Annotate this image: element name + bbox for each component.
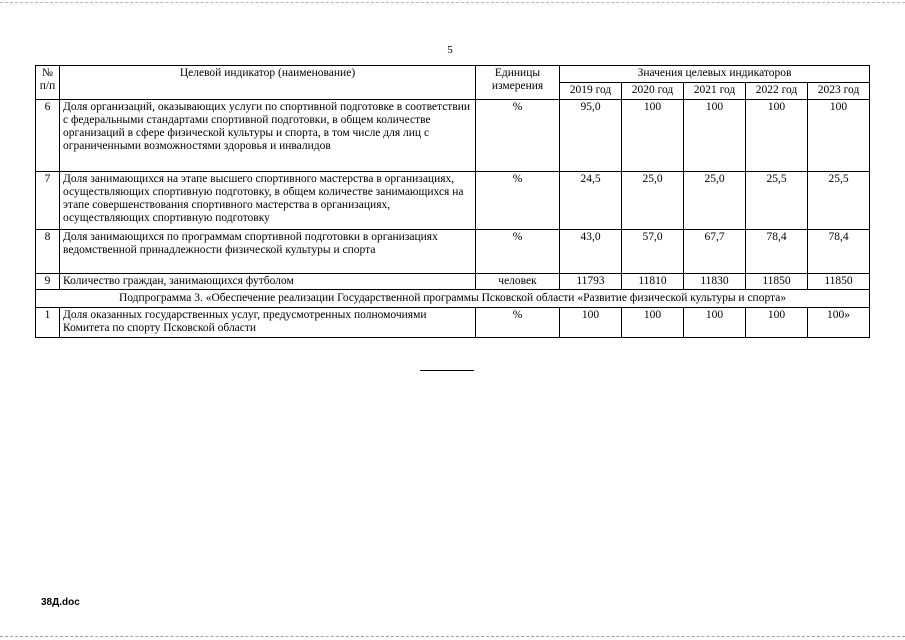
table-row [36, 100, 870, 172]
row-indicator-name: Количество граждан, занимающихся футболом [60, 274, 476, 290]
row-value: 25,0 [684, 172, 746, 230]
footer-file-name: 38Д.doc [41, 597, 80, 608]
row-value: 25,5 [808, 172, 870, 230]
row-value: 67,7 [684, 230, 746, 274]
table-row [36, 308, 870, 338]
row-unit: % [476, 230, 560, 274]
row-num: 8 [36, 230, 60, 274]
row-num: 7 [36, 172, 60, 230]
row-value: 100 [684, 308, 746, 338]
header-units: Единицы измерения [476, 66, 560, 100]
row-value: 11850 [808, 274, 870, 290]
row-indicator-name: Доля занимающихся на этапе высшего спортивного мастерства в организациях, осуществляющих спортивную подготовку, в общем количестве занимающихся на этапе совершенствования спортивного мастерства в организациях, осуществляющих спортивную подготовку [60, 172, 476, 230]
row-indicator-name: Доля занимающихся по программам спортивной подготовки в организациях ведомственной принадлежности физической культуры и спорта [60, 230, 476, 274]
row-num: 1 [36, 308, 60, 338]
table-row [36, 274, 870, 290]
page-number: 5 [447, 44, 453, 56]
subprogram-row [36, 290, 870, 308]
row-unit: человек [476, 274, 560, 290]
row-unit: % [476, 308, 560, 338]
row-value: 43,0 [560, 230, 622, 274]
row-num: 6 [36, 100, 60, 172]
row-indicator-name: Доля организаций, оказывающих услуги по спортивной подготовке в соответствии с федеральными стандартами спортивной подготовки, в общем количестве организаций в сфере физической культуры и спорта, в том числе для лиц с ограниченными возможностями здоровья и инвалидов [60, 100, 476, 172]
row-value: 100 [746, 308, 808, 338]
subprogram-title: Подпрограмма 3. «Обеспечение реализации Государственной программы Псковской области «Развитие физической культуры и спорта» [36, 290, 870, 308]
row-value: 25,5 [746, 172, 808, 230]
row-value: 100 [560, 308, 622, 338]
row-value: 95,0 [560, 100, 622, 172]
table-row [36, 172, 870, 230]
end-divider-line [420, 370, 474, 371]
row-value: 100 [622, 308, 684, 338]
row-value: 78,4 [746, 230, 808, 274]
header-num: № п/п [36, 66, 60, 100]
row-value: 100 [808, 100, 870, 172]
row-unit: % [476, 100, 560, 172]
header-year: 2022 год [746, 83, 808, 100]
row-value: 100 [622, 100, 684, 172]
row-value: 100» [808, 308, 870, 338]
row-value: 11793 [560, 274, 622, 290]
page-top-edge [0, 2, 905, 3]
header-year: 2019 год [560, 83, 622, 100]
header-year: 2020 год [622, 83, 684, 100]
row-value: 11850 [746, 274, 808, 290]
row-value: 100 [746, 100, 808, 172]
row-value: 25,0 [622, 172, 684, 230]
table-header-row [36, 66, 870, 83]
row-unit: % [476, 172, 560, 230]
indicators-table [35, 65, 870, 338]
header-indicator: Целевой индикатор (наименование) [60, 66, 476, 100]
table-row [36, 230, 870, 274]
page-bottom-edge [0, 636, 905, 637]
header-values-group: Значения целевых индикаторов [560, 66, 870, 83]
row-value: 24,5 [560, 172, 622, 230]
header-year: 2023 год [808, 83, 870, 100]
row-indicator-name: Доля оказанных государственных услуг, предусмотренных полномочиями Комитета по спорту Псковской области [60, 308, 476, 338]
row-value: 78,4 [808, 230, 870, 274]
row-value: 57,0 [622, 230, 684, 274]
header-year: 2021 год [684, 83, 746, 100]
row-value: 11810 [622, 274, 684, 290]
row-value: 100 [684, 100, 746, 172]
row-num: 9 [36, 274, 60, 290]
row-value: 11830 [684, 274, 746, 290]
